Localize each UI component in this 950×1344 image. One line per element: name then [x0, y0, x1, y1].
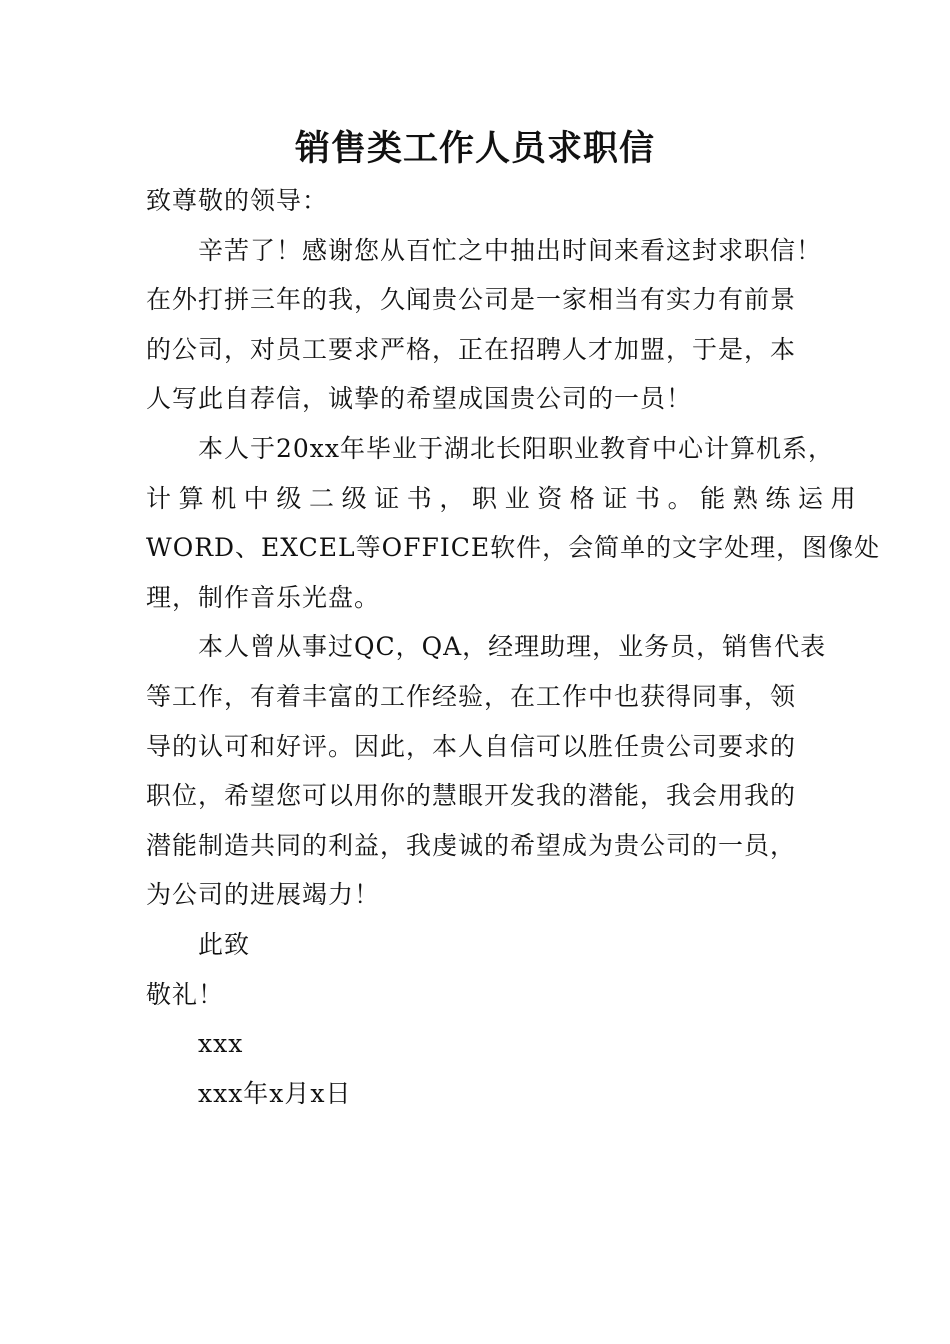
closing: 此致	[198, 929, 251, 959]
paragraph-line: 职位，希望您可以用你的慧眼开发我的潜能，我会用我的	[146, 781, 797, 811]
paragraph-line: 辛苦了！感谢您从百忙之中抽出时间来看这封求职信！	[198, 235, 823, 265]
paragraph-line: 为公司的进展竭力！	[146, 880, 381, 910]
paragraph-line: 潜能制造共同的利益，我虔诚的希望成为贵公司的一员，	[146, 830, 797, 860]
letter-body	[146, 176, 881, 1118]
paragraph-line: 的公司，对员工要求严格，正在招聘人才加盟，于是，本	[146, 334, 797, 364]
paragraph-line: 本人曾从事过QC，QA，经理助理，业务员，销售代表	[198, 632, 827, 662]
regards: 敬礼！	[146, 979, 225, 1009]
paragraph-line: 在外打拼三年的我，久闻贵公司是一家相当有实力有前景	[146, 285, 797, 315]
document-title: 销售类工作人员求职信	[294, 129, 655, 169]
paragraph-line: 计算机中级二级证书，职业资格证书。能熟练运用	[146, 483, 864, 513]
paragraph-line: 理，制作音乐光盘。	[146, 582, 381, 612]
paragraph-line: 本人于20xx年毕业于湖北长阳职业教育中心计算机系，	[198, 433, 835, 463]
paragraph-line: WORD、EXCEL等OFFICE软件，会简单的文字处理，图像处	[146, 533, 881, 563]
paragraph-line: 等工作，有着丰富的工作经验，在工作中也获得同事，领	[146, 681, 797, 711]
date: xxx年x月x日	[198, 1078, 352, 1108]
paragraph-line: 人写此自荐信，诚挚的希望成国贵公司的一员！	[146, 384, 693, 414]
signature: xxx	[198, 1029, 244, 1059]
salutation: 致尊敬的领导：	[146, 186, 329, 215]
paragraph-line: 导的认可和好评。因此，本人自信可以胜任贵公司要求的	[146, 731, 797, 761]
